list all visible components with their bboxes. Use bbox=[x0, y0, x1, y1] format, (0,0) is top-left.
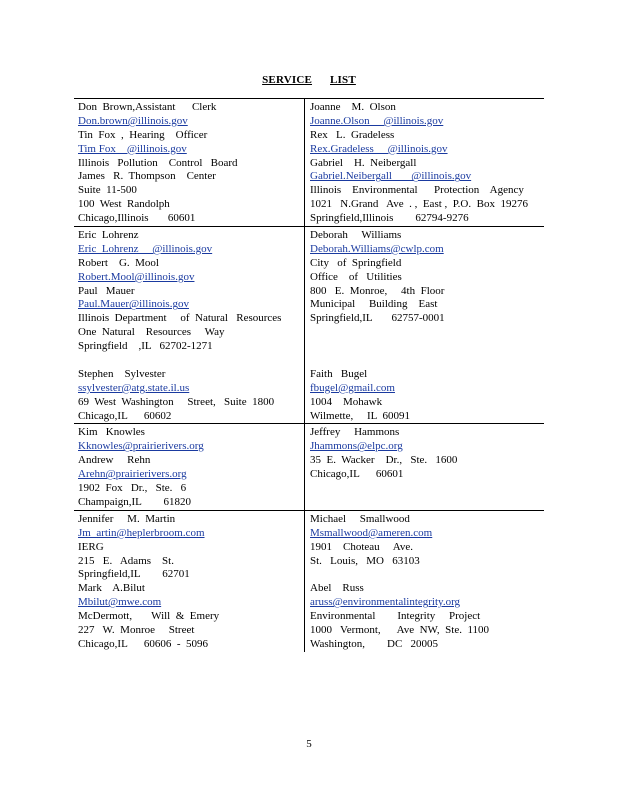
contact-line: One Natural Resources Way bbox=[78, 326, 225, 339]
email-link[interactable]: ssylvester@atg.state.il.us bbox=[78, 381, 190, 394]
blank-line bbox=[310, 326, 534, 340]
right-contact-cell bbox=[305, 227, 534, 423]
contact-line: Andrew Rehn bbox=[78, 454, 151, 467]
email-link[interactable]: Deborah.Williams@cwlp.com bbox=[310, 242, 444, 255]
contact-line: 1021 N.Grand Ave . , East , P.O. Box 19276 bbox=[310, 198, 528, 211]
contact-line: Wilmette, IL 60091 bbox=[310, 409, 410, 422]
contact-line: St. Louis, MO 63103 bbox=[310, 554, 420, 567]
blank-line bbox=[310, 340, 534, 354]
contact-line: Stephen Sylvester bbox=[78, 367, 166, 380]
email-link[interactable]: aruss@environmentalintegrity.org bbox=[310, 596, 461, 609]
title-list: LIST bbox=[330, 74, 356, 86]
email-link[interactable]: Eric Lohrenz @illinois.gov bbox=[78, 242, 213, 255]
contact-line: 1004 Mohawk bbox=[310, 395, 383, 408]
contact-line: Faith Bugel bbox=[310, 367, 368, 380]
right-contact-cell bbox=[305, 424, 534, 509]
contact-line: Springfield,IL 62757-0001 bbox=[310, 312, 445, 325]
contact-line: McDermott, Will & Emery bbox=[78, 610, 220, 623]
contact-line: Abel Russ bbox=[310, 582, 364, 595]
contact-line: Gabriel H. Neibergall bbox=[310, 156, 417, 169]
table-row bbox=[74, 99, 544, 227]
contact-line: Office of Utilities bbox=[310, 270, 402, 283]
email-link[interactable]: Robert.Mool@illinois.gov bbox=[78, 270, 195, 283]
email-link[interactable]: Tim Fox @illinois.gov bbox=[78, 142, 187, 155]
contact-line: 1901 Choteau Ave. bbox=[310, 540, 414, 553]
contact-line: Springfield,IL 62701 bbox=[78, 568, 190, 581]
right-contact-cell bbox=[305, 511, 534, 652]
left-contact-cell bbox=[74, 511, 305, 652]
contact-line: 35 E. Wacker Dr., Ste. 1600 bbox=[310, 454, 458, 467]
email-link[interactable]: Paul.Mauer@illinois.gov bbox=[78, 298, 189, 311]
contact-line: Chicago,IL 60606 - 5096 bbox=[78, 637, 209, 650]
contact-line: Washington, DC 20005 bbox=[310, 637, 439, 650]
email-link[interactable]: Mbilut@mwe.com bbox=[78, 596, 162, 609]
contact-line: 100 West Randolph bbox=[78, 198, 170, 211]
page-title bbox=[0, 74, 618, 86]
contact-line: 1000 Vermont, Ave NW, Ste. 1100 bbox=[310, 623, 490, 636]
contact-line: Rex L. Gradeless bbox=[310, 128, 395, 141]
email-link[interactable]: fbugel@gmail.com bbox=[310, 381, 395, 394]
contact-line: Joanne M. Olson bbox=[310, 101, 396, 113]
page-number: 5 bbox=[306, 738, 312, 750]
contact-line: Eric Lohrenz bbox=[78, 229, 139, 242]
table-row bbox=[74, 511, 544, 652]
email-link[interactable]: Arehn@prairierivers.org bbox=[78, 468, 187, 481]
contact-line: 215 E. Adams St. bbox=[78, 554, 174, 567]
table-row bbox=[74, 227, 544, 424]
contact-line: Jennifer M. Martin bbox=[78, 512, 176, 525]
contact-line: City of Springfield bbox=[310, 256, 402, 269]
email-link[interactable]: Gabriel.Neibergall @illinois.gov bbox=[310, 170, 472, 183]
blank-line bbox=[78, 354, 304, 368]
contact-line: 1902 Fox Dr., Ste. 6 bbox=[78, 482, 187, 495]
contact-line: Illinois Pollution Control Board bbox=[78, 156, 238, 169]
service-list-table bbox=[74, 98, 544, 652]
blank-line bbox=[310, 354, 534, 368]
email-link[interactable]: Msmallwood@ameren.com bbox=[310, 526, 433, 539]
contact-line: Champaign,IL 61820 bbox=[78, 495, 191, 508]
contact-line: Illinois Department of Natural Resources bbox=[78, 312, 282, 325]
left-contact-cell bbox=[74, 227, 305, 423]
contact-line: Paul Mauer bbox=[78, 284, 135, 297]
contact-line: Don Brown,Assistant Clerk bbox=[78, 101, 217, 113]
contact-line: Kim Knowles bbox=[78, 426, 145, 439]
contact-line: Municipal Building East bbox=[310, 298, 438, 311]
contact-line: IERG bbox=[78, 540, 104, 553]
right-contact-cell bbox=[305, 99, 534, 226]
email-link[interactable]: Kknowles@prairierivers.org bbox=[78, 440, 204, 453]
left-contact-cell bbox=[74, 99, 305, 226]
contact-line: Tin Fox , Hearing Officer bbox=[78, 128, 208, 141]
email-link[interactable]: Jm artin@heplerbroom.com bbox=[78, 526, 205, 539]
contact-line: Illinois Environmental Protection Agency bbox=[310, 184, 524, 197]
contact-line: Springfield ,IL 62702-1271 bbox=[78, 340, 213, 353]
contact-line: Jeffrey Hammons bbox=[310, 426, 400, 439]
contact-line: Deborah Williams bbox=[310, 229, 402, 242]
email-link[interactable]: Jhammons@elpc.org bbox=[310, 440, 403, 453]
contact-line: Chicago,IL 60602 bbox=[78, 409, 172, 422]
contact-line: 69 West Washington Street, Suite 1800 bbox=[78, 395, 275, 408]
email-link[interactable]: Rex.Gradeless @illinois.gov bbox=[310, 142, 448, 155]
contact-line: Robert G. Mool bbox=[78, 256, 159, 269]
contact-line: James R. Thompson Center bbox=[78, 170, 216, 183]
contact-line: Chicago,IL 60601 bbox=[310, 468, 404, 481]
blank-line bbox=[310, 568, 534, 582]
contact-line: 800 E. Monroe, 4th Floor bbox=[310, 284, 445, 297]
contact-line: Michael Smallwood bbox=[310, 512, 410, 525]
email-link[interactable]: Joanne.Olson @illinois.gov bbox=[310, 114, 444, 127]
left-contact-cell bbox=[74, 424, 305, 509]
contact-line: Mark A.Bilut bbox=[78, 582, 145, 595]
email-link[interactable]: Don.brown@illinois.gov bbox=[78, 114, 188, 127]
contact-line: Chicago,Illinois 60601 bbox=[78, 212, 196, 225]
contact-line: Springfield,Illinois 62794-9276 bbox=[310, 212, 469, 225]
contact-line: Environmental Integrity Project bbox=[310, 610, 481, 623]
contact-line: Suite 11-500 bbox=[78, 184, 137, 197]
table-row bbox=[74, 424, 544, 510]
title-service: SERVICE bbox=[262, 74, 313, 86]
contact-line: 227 W. Monroe Street bbox=[78, 623, 195, 636]
